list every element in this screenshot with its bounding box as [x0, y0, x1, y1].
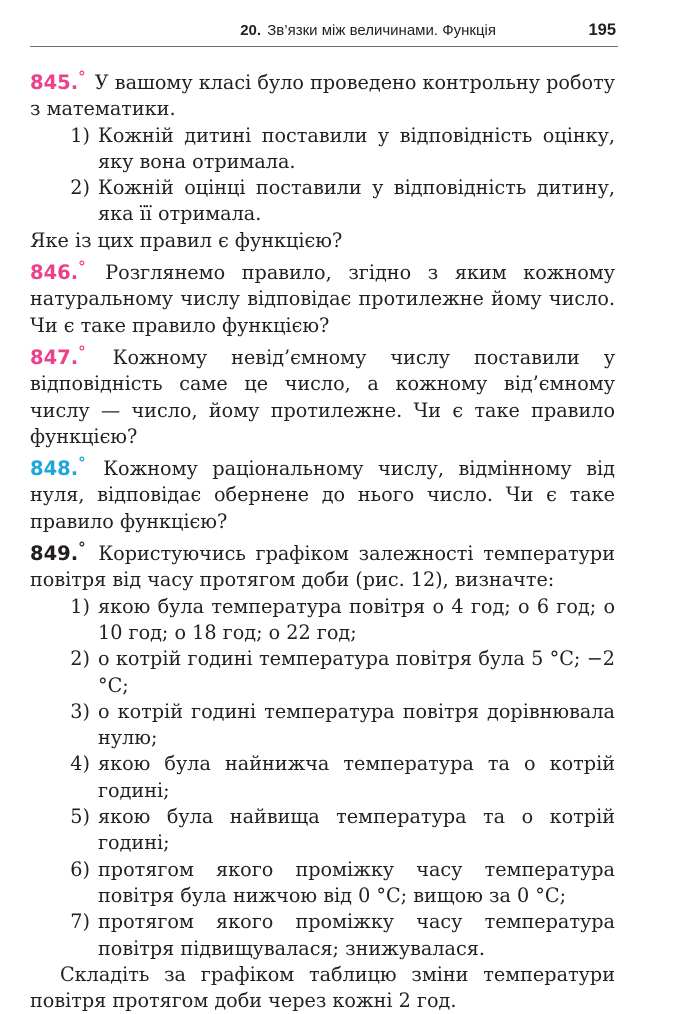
exercise-text: Користуючись графіком залежності температури повітря від часу протягом доби (рис. 12), визначте:: [30, 542, 615, 592]
list-item: [30, 594, 615, 647]
difficulty-mark: °: [78, 68, 86, 86]
list-item-marker: 2): [70, 647, 90, 671]
exercise-845: [30, 64, 615, 254]
exercise-text: Кожному раціональному числу, відмінному від нуля, відповідає обернене до нього число. Чи є таке правило функцією?: [30, 457, 615, 533]
list-item: [30, 751, 615, 804]
list-item-marker: 5): [70, 805, 90, 829]
exercise-845-intro: [30, 64, 615, 123]
list-item-marker: 2): [70, 176, 90, 200]
list-item-text: Кожній оцінці поставили у відповідність дитину, яка її отримала.: [98, 176, 615, 226]
exercise-number: 845.: [30, 71, 79, 94]
list-item: [30, 646, 615, 699]
exercise-text: Кожному невід’ємному числу поставили у відповідність саме це число, а кожному від’ємному числу — число, йому протилежне. Чи є таке правило функцією?: [30, 345, 615, 448]
exercise-849: [30, 535, 615, 1014]
list-item-text: о котрій годині температура повітря була 5 °С; −2 °С;: [98, 647, 615, 697]
page-header: [30, 20, 618, 47]
chapter-number: 20.: [240, 22, 262, 39]
list-item: [30, 175, 615, 228]
list-item-marker: 7): [70, 910, 90, 934]
exercise-849-outro: Складіть за графіком таблицю зміни температури повітря протягом доби через кожні 2 год.: [30, 962, 615, 1013]
exercise-846: [30, 254, 615, 339]
exercise-number: 847.: [30, 345, 79, 369]
exercise-847: [30, 339, 615, 450]
exercise-text: Розглянемо правило, згідно з яким кожному натуральному числу відповідає протилежне йому число. Чи є таке правило функцією?: [30, 261, 615, 337]
list-item-text: протягом якого проміжку часу температура повітря була нижчою від 0 °С; вищою за 0 °С;: [98, 857, 615, 907]
difficulty-mark: °: [78, 454, 86, 473]
list-item-text: якою була найвища температура та о котрій годині;: [98, 805, 615, 855]
list-item-text: протягом якого проміжку часу температура повітря підвищувалася; знижувалася.: [98, 910, 615, 960]
list-item-marker: 6): [70, 857, 90, 881]
difficulty-mark: °: [78, 342, 86, 361]
list-item-marker: 1): [70, 594, 90, 618]
list-item-marker: 1): [70, 123, 90, 147]
exercise-number: 846.: [30, 261, 79, 285]
chapter-title: Зв’язки між величинами. Функція: [267, 22, 496, 39]
list-item-marker: 4): [70, 752, 90, 776]
exercise-848: [30, 450, 615, 535]
list-item-text: о котрій годині температура повітря дорівнювала нулю;: [98, 699, 615, 750]
exercise-number: 848.: [30, 457, 79, 481]
list-item-text: якою була температура повітря о 4 год; о 6 год; о 10 год; о 18 год; о 22 год;: [98, 594, 615, 644]
exercise-number: 849.: [30, 542, 79, 566]
page-number: 195: [588, 21, 616, 39]
list-item: [30, 699, 615, 752]
list-item: [30, 123, 615, 176]
page-content: [30, 64, 615, 1014]
list-item-marker: 3): [70, 699, 90, 723]
difficulty-mark: °: [78, 258, 86, 277]
list-item: [30, 857, 615, 910]
difficulty-mark: °: [78, 539, 86, 558]
exercise-845-question: Яке із цих правил є функцією?: [30, 228, 343, 252]
list-item: [30, 909, 615, 962]
list-item-text: якою була найнижча температура та о котрій годині;: [98, 752, 615, 802]
list-item-text: Кожній дитині поставили у відповідність оцінку, яку вона отримала.: [98, 123, 615, 173]
exercise-text: У вашому класі було проведено контрольну роботу з математики.: [30, 71, 615, 121]
list-item: [30, 804, 615, 857]
running-title: [240, 22, 496, 39]
